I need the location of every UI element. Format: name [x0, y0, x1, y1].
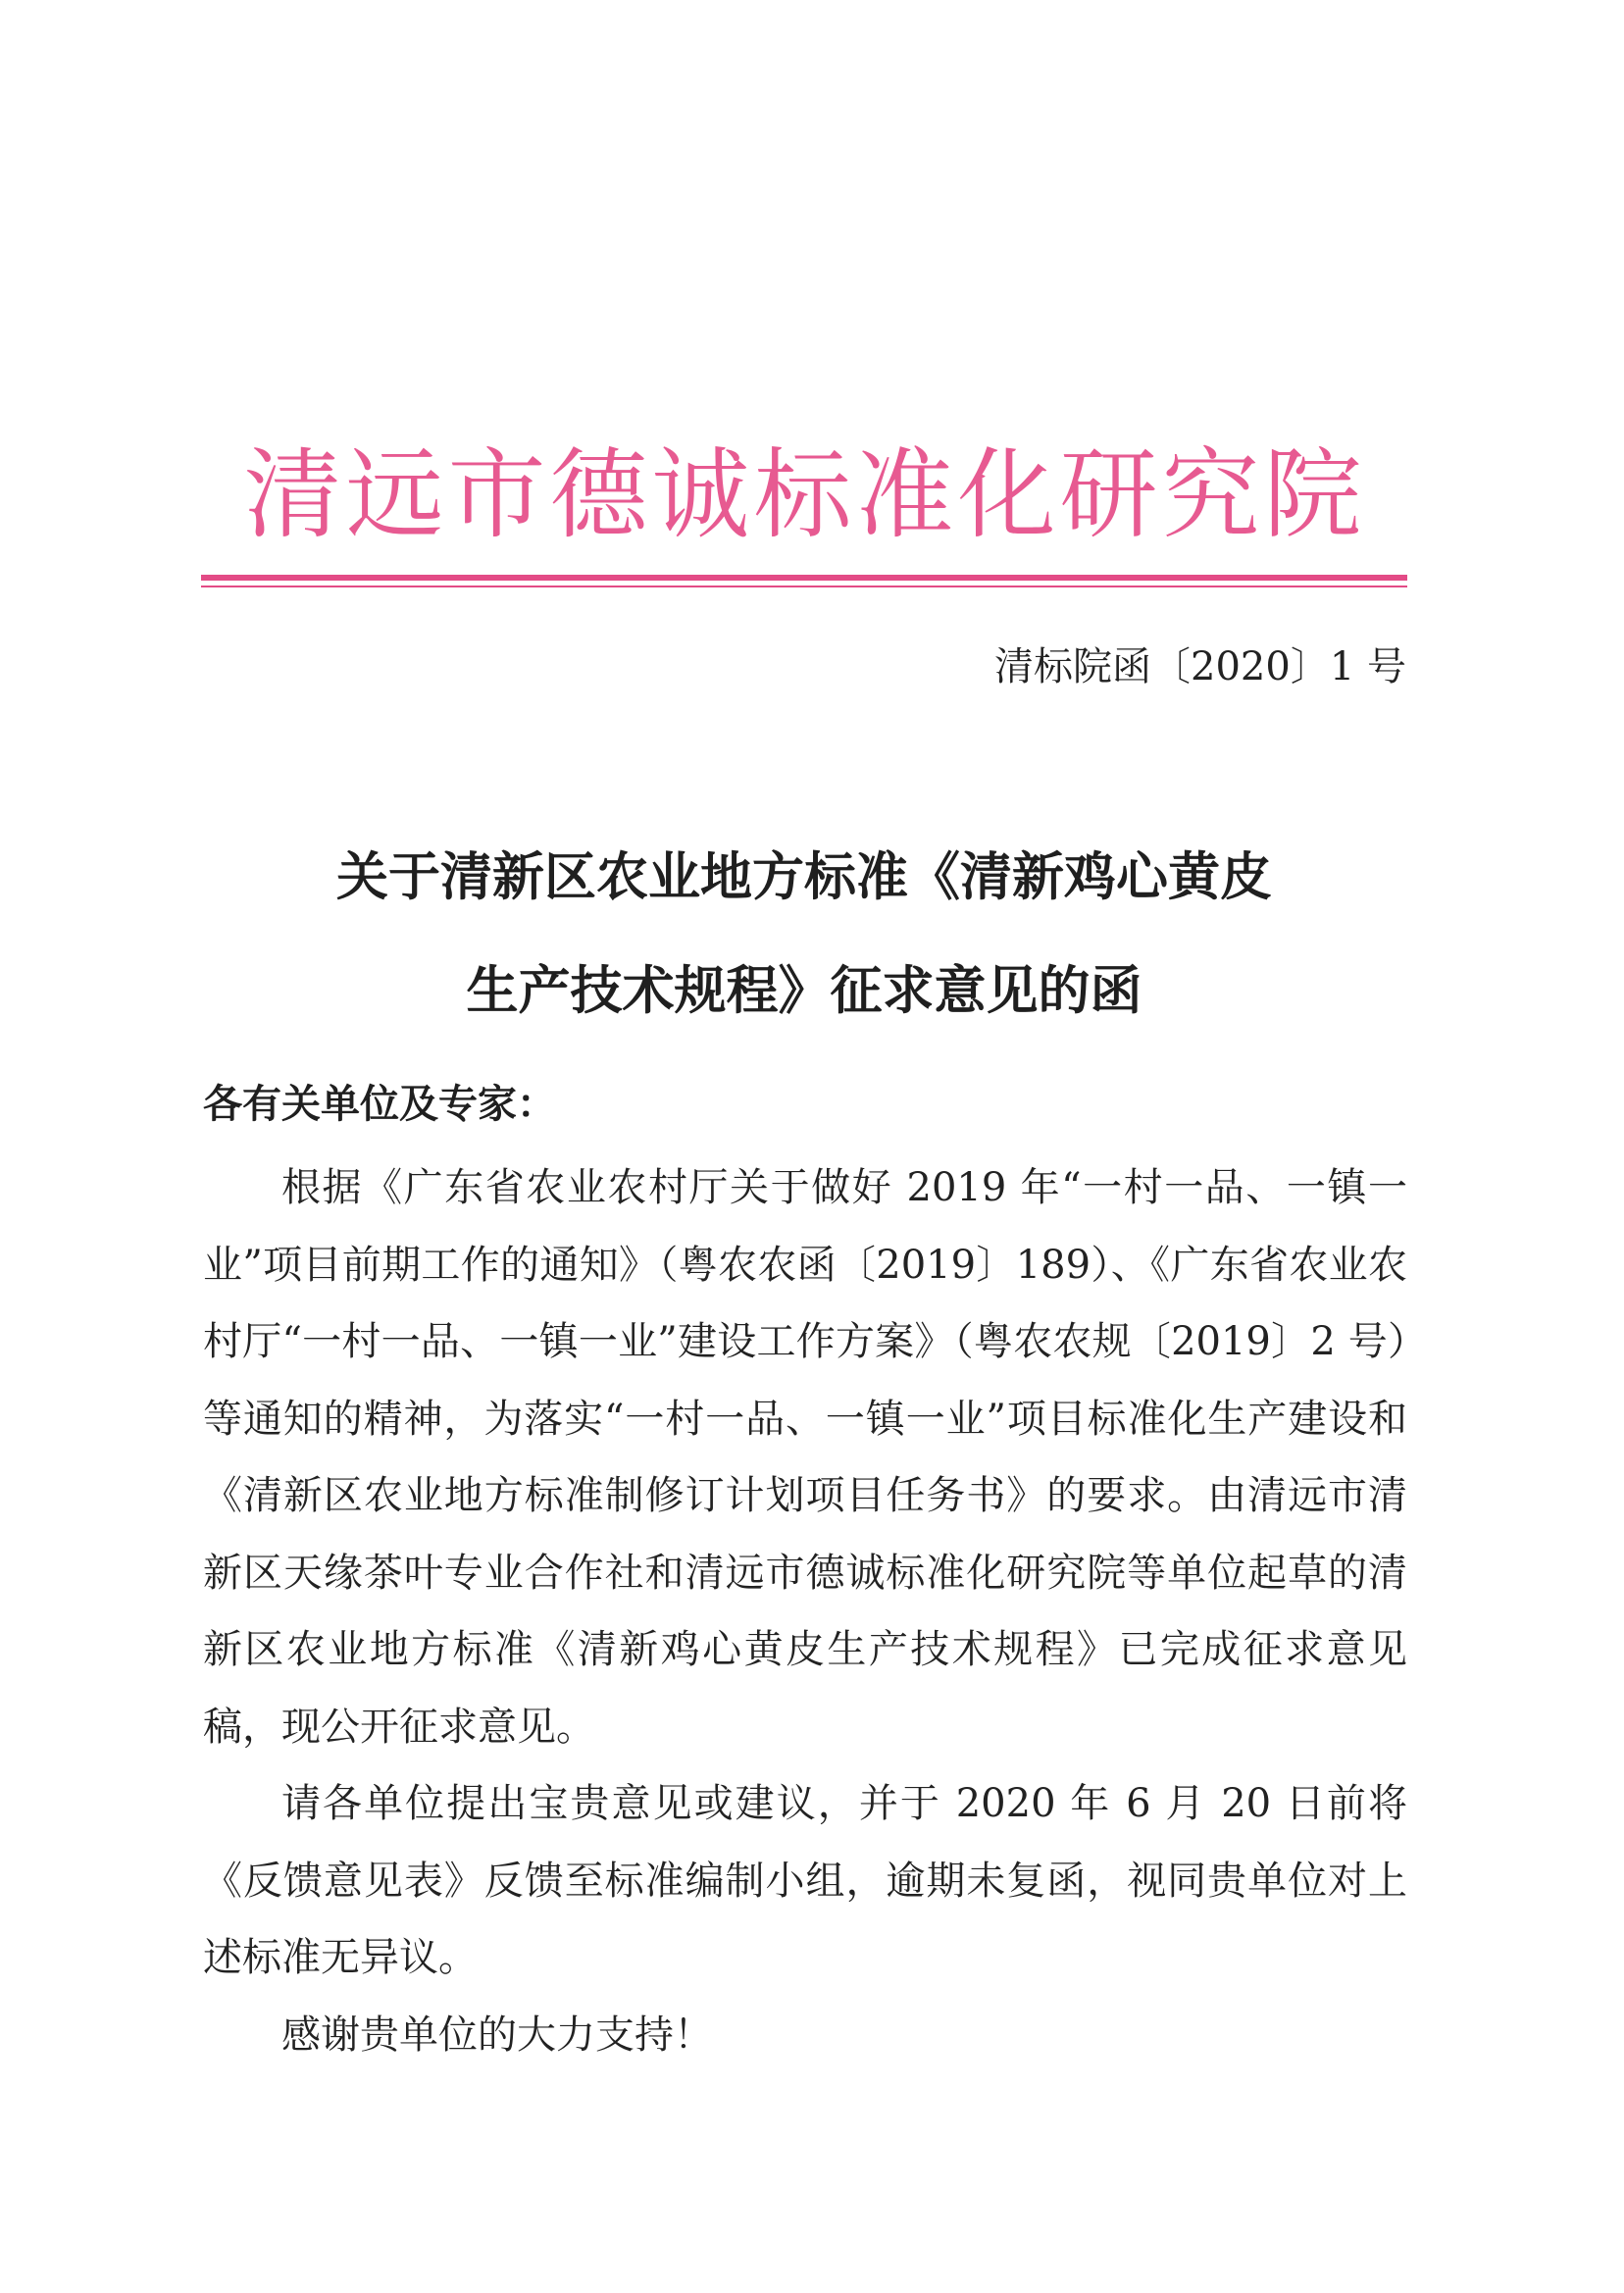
document-title-line-2: 生产技术规程》征求意见的函 — [466, 960, 1142, 1021]
letterhead-rule-thick — [201, 575, 1407, 581]
letter-body — [203, 1149, 1407, 2073]
letterhead-rule-thin — [201, 586, 1407, 587]
letterhead-org-name: 清远市德诚标准化研究院 — [243, 437, 1366, 552]
document-number: 清标院函〔2020〕1 号 — [994, 644, 1406, 689]
document-title-line-1: 关于清新区农业地方标准《清新鸡心黄皮 — [336, 846, 1272, 907]
body-paragraph-2: 请各单位提出宝贵意见或建议，并于 2020 年 6 月 20 日前将《反馈意见表》反馈至标准编制小组，逾期未复函，视同贵单位对上述标准无异议。 — [203, 1781, 1407, 1980]
body-paragraph-3: 感谢贵单位的大力支持！ — [281, 2012, 713, 2058]
salutation: 各有关单位及专家： — [203, 1081, 556, 1127]
body-paragraph-1: 根据《广东省农业农村厅关于做好 2019 年“一村一品、一镇一业”项目前期工作的通知》（粤农农函〔2019〕189）、《广东省农业农村厅“一村一品、一镇一业”建设工作方案》（粤农农规〔2019〕2 号）等通知的精神，为落实“一村一品、一镇一业”项目标准化生产建设和《清新区农业地方标准制修订计划项目任务书》的要求。由清远市清新区天缘茶叶专业合作社和清远市德诚标准化研究院等单位起草的清新区农业地方标准《清新鸡心黄皮生产技术规程》已完成征求意见稿，现公开征求意见。 — [203, 1165, 1407, 1750]
